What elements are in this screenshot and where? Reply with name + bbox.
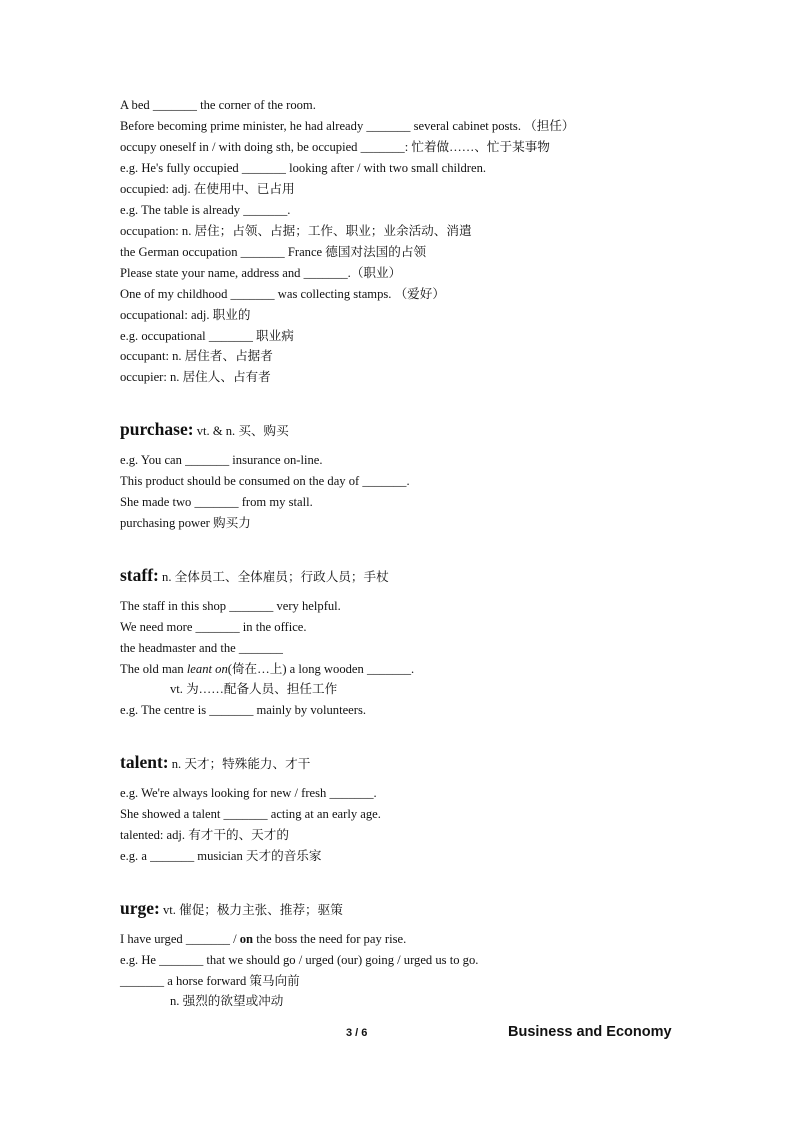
- occupy-line-10: One of my childhood _______ was collecting stamps. （爱好）: [120, 287, 445, 301]
- occupy-line-3: occupy oneself in / with doing sth, be occupied _______: 忙着做……、忙于某事物: [120, 140, 550, 154]
- occupy-line-2: Before becoming prime minister, he had already _______ several cabinet posts. （担任）: [120, 119, 575, 133]
- urge-line-1-pre: I have urged _______ /: [120, 932, 240, 946]
- urge-line-1-post: the boss the need for pay rise.: [253, 932, 407, 946]
- staff-headword: staff:: [120, 565, 159, 585]
- talent-line-4: e.g. a _______ musician 天才的音乐家: [120, 849, 322, 863]
- purchase-line-3: She made two _______ from my stall.: [120, 495, 313, 509]
- urge-line-3: _______ a horse forward 策马向前: [120, 974, 300, 988]
- staff-heading: [120, 563, 389, 589]
- purchase-headword: purchase:: [120, 419, 194, 439]
- occupy-line-13: occupant: n. 居住者、占据者: [120, 349, 273, 363]
- talent-line-3: talented: adj. 有才干的、天才的: [120, 828, 289, 842]
- talent-line-2: She showed a talent _______ acting at an early age.: [120, 807, 381, 821]
- talent-definition: n. 天才；特殊能力、才干: [168, 757, 311, 771]
- page-number: 3 / 6: [346, 1027, 368, 1039]
- urge-line-1-bold: on: [239, 932, 254, 946]
- staff-definition: n. 全体员工、全体雇员；行政人员；手杖: [158, 570, 389, 584]
- staff-line-6: e.g. The centre is _______ mainly by volunteers.: [120, 703, 366, 717]
- occupy-line-9: Please state your name, address and _______.（职业）: [120, 266, 402, 280]
- purchase-line-4: purchasing power 购买力: [120, 516, 251, 530]
- footer-title: Business and Economy: [508, 1024, 672, 1040]
- occupy-line-14: occupier: n. 居住人、占有者: [120, 370, 271, 384]
- talent-headword: talent:: [120, 752, 169, 772]
- purchase-heading: [120, 417, 289, 443]
- occupy-line-1: A bed _______ the corner of the room.: [120, 98, 316, 112]
- urge-headword: urge:: [120, 898, 160, 918]
- staff-line-4: [120, 660, 414, 678]
- occupy-line-12: e.g. occupational _______ 职业病: [120, 329, 294, 343]
- talent-line-1: e.g. We're always looking for new / fresh _______.: [120, 786, 377, 800]
- staff-line-4-phrase: leant on: [186, 662, 228, 676]
- purchase-line-1: e.g. You can _______ insurance on-line.: [120, 453, 323, 467]
- occupy-line-4: e.g. He's fully occupied _______ looking after / with two small children.: [120, 161, 487, 175]
- urge-definition: vt. 催促；极力主张、推荐；驱策: [159, 903, 343, 917]
- occupy-line-5: occupied: adj. 在使用中、已占用: [120, 182, 295, 196]
- urge-line-4: n. 强烈的欲望或冲动: [170, 994, 284, 1008]
- purchase-definition: vt. & n. 买、购买: [193, 424, 289, 438]
- staff-line-3: the headmaster and the _______: [120, 641, 283, 655]
- urge-line-2: e.g. He _______ that we should go / urged (our) going / urged us to go.: [120, 953, 479, 967]
- staff-line-5: vt. 为……配备人员、担任工作: [170, 682, 338, 696]
- occupy-line-6: e.g. The table is already _______.: [120, 203, 291, 217]
- occupy-line-8: the German occupation _______ France 德国对法国的占领: [120, 245, 427, 259]
- urge-heading: [120, 896, 343, 922]
- staff-line-2: We need more _______ in the office.: [120, 620, 307, 634]
- urge-line-1: [120, 930, 406, 948]
- staff-line-1: The staff in this shop _______ very helpful.: [120, 599, 341, 613]
- staff-line-4-post: (倚在…上) a long wooden _______.: [227, 662, 415, 676]
- staff-line-4-pre: The old man: [120, 662, 187, 676]
- occupy-line-11: occupational: adj. 职业的: [120, 308, 251, 322]
- talent-heading: [120, 750, 310, 776]
- purchase-line-2: This product should be consumed on the day of _______.: [120, 474, 410, 488]
- occupy-line-7: occupation: n. 居住；占领、占据；工作、职业；业余活动、消遣: [120, 224, 472, 238]
